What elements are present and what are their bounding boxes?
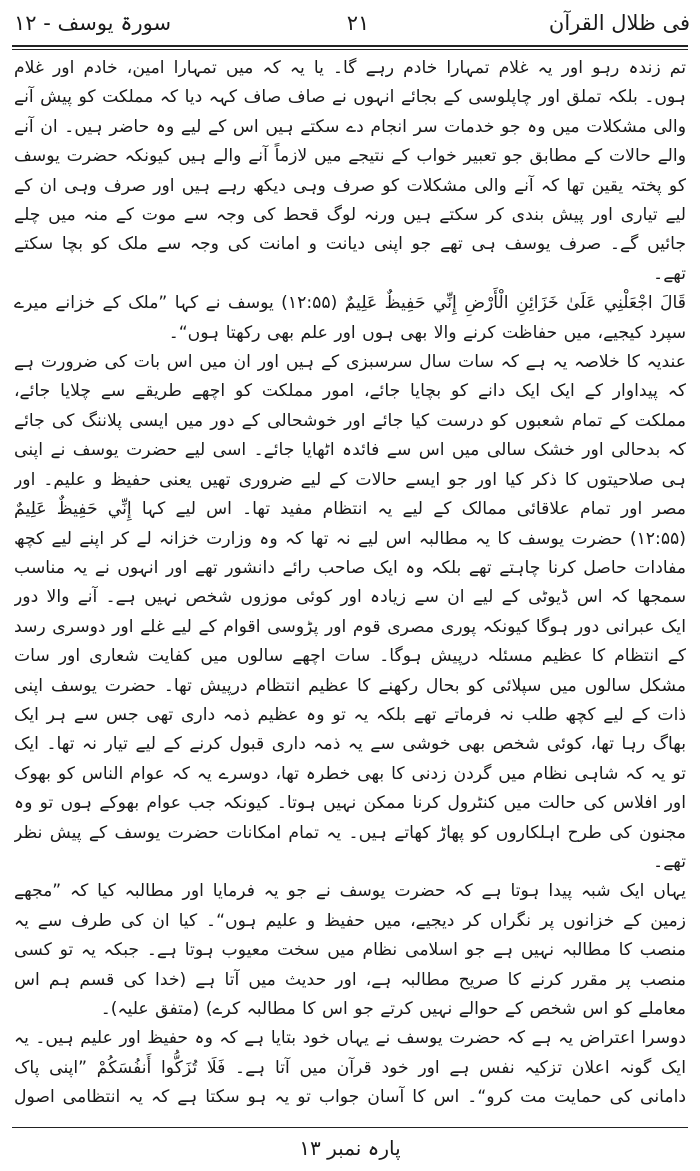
paragraph-1: تم زندہ رہو اور یہ غلام تمہارا خادم رہے گا۔ یا یہ کہ میں تمہارا امین، خادم اور غلام ہوں۔ بلکہ تملق اور چاپلوسی کے بجائے انہوں نے صاف صاف کہہ دیا کہ مملکت کو پیش آنے والی مشکلات میں وہ جو خدمات سر انجام دے سکتے ہیں اس کے لیے وہ حاضر ہیں۔ ان آنے والے حالات کے مطابق جو تعبیر خواب کے نتیجے میں لازماً آنے والے ہیں کیونکہ حضرت یوسف کو پختہ یقین تھا کہ آنے والی مشکلات کو صرف وہی دیکھ رہے ہیں اور صرف وہی ان کے لیے تیاری اور پیش بندی کر سکتے ہیں ورنہ لوگ قحط کی وجہ سے موت کے منہ میں چلے جائیں گے۔ صرف یوسف ہی تھے جو اپنی دیانت و امانت کی وجہ سے ملک کو بچا سکتے تھے۔ <box>14 58 686 284</box>
surah-title: سورۃ یوسف - ۱۲ <box>14 11 172 35</box>
paragraph-5: دوسرا اعتراض یہ ہے کہ حضرت یوسف نے یہاں خود بتایا ہے کہ وہ حفیظ اور علیم ہیں۔ یہ ایک گونہ اعلان تزکیہ نفس ہے اور خود قرآن میں آتا ہے۔ فَلَا تُزَكُّوا أَنفُسَكُمْ ”اپنی پاک دامانی کی حمایت مت کرو“۔ اس کا آسان جواب تو یہ ہو سکتا ہے کہ یہ انتظامی اصول <box>14 1028 686 1108</box>
footer-divider <box>12 1127 688 1128</box>
header-divider <box>12 45 688 50</box>
para-number-footer: پارہ نمبر ۱۳ <box>299 1136 401 1160</box>
paragraph-4: یہاں ایک شبہ پیدا ہوتا ہے کہ حضرت یوسف نے جو یہ فرمایا اور مطالبہ کیا کہ ”مجھے زمین کے خزانوں پر نگراں کر دیجیے، میں حفیظ و علیم ہوں“۔ کیا ان کی طرف سے یہ منصب کا مطالبہ نہیں ہے جو اسلامی نظام میں سخت معیوب ہوتا ہے۔ جبکہ یہ تو کسی منصب پر مقرر کرنے کا صریح مطالبہ ہے، اور حدیث میں آتا ہے (خدا کی قسم ہم اس معاملے کو اس شخص کے حوالے نہیں کرتے جو اس کا مطالبہ کرے) (متفق علیہ)۔ <box>14 881 686 1019</box>
book-title: فی ظلال القرآن <box>548 11 690 35</box>
page-header <box>0 0 700 46</box>
paragraph-3: عندیہ کا خلاصہ یہ ہے کہ سات سال سرسبزی کے ہیں اور ان میں اس بات کی ضرورت ہے کہ پیداوار کے ایک ایک دانے کو بچایا جائے، امور مملکت کو اچھے طریقے سے چلایا جائے، مملکت کے تمام شعبوں کو درست کیا جائے اور خوشحالی کے دور میں ایسی پلاننگ کی جائے کہ بدحالی اور خشک سالی میں اس سے فائدہ اٹھایا جائے۔ اسی لیے حضرت یوسف نے اپنی ہی صلاحیتوں کا ذکر کیا اور جو ایسے حالات کے لیے ضروری تھیں یعنی حفیظ و علیم۔ اور مصر اور تمام علاقائی ممالک کے لیے یہ انتظام مفید تھا۔ اس لیے کہا إِنِّي حَفِيظٌ عَلِيمٌ (۱۲:۵۵) حضرت یوسف کا یہ مطالبہ اس لیے نہ تھا کہ وہ وزارت خزانہ لے کر اپنے لیے کچھ مفادات حاصل کرنا چاہتے تھے بلکہ وہ ایک صاحب رائے دانشور تھے اور انہوں نے یہ مناسب سمجھا کہ اس ڈیوٹی کے لیے ان سے زیادہ اور کوئی موزوں شخص نہیں ہے۔ آنے والا دور ایک عبرانی دور ہوگا کیونکہ پوری مصری قوم اور پڑوسی اقوام کے لیے غلے اور دوسری رسد کے انتظام کا عظیم مسئلہ درپیش ہوگا۔ سات اچھے سالوں میں کفایت شعاری اور سات مشکل سالوں میں سپلائی کو بحال رکھنے کا عظیم انتظام درپیش تھا۔ حضرت یوسف اپنی ذات کے لیے کچھ طلب نہ فرماتے تھے بلکہ یہ تو وہ عظیم ذمہ داری تھی جس سے ہر ایک بھاگ رہا تھا، کوئی شخص بھی خوشی سے یہ ذمہ داری قبول کرنے کے لیے تیار نہ تھا۔ ایک تو یہ کہ شاہی نظام میں گردن زدنی کا بھی خطرہ تھا، دوسرے یہ کہ عوام الناس کو بھوک اور افلاس کی حالت میں کنٹرول کرنا ممکن نہیں ہوتا۔ کیونکہ جب عوام بھوکے ہوں تو وہ مجنون کی طرح اہلکاروں کو پھاڑ کھاتے ہیں۔ یہ تمام امکانات حضرت یوسف کے پیش نظر تھے۔ <box>14 352 686 872</box>
page-number: ۲۱ <box>346 11 370 35</box>
page-body <box>14 54 686 1110</box>
paragraph-2-quran-verse: قَالَ اجْعَلْنِي عَلَىٰ خَزَائِنِ الْأَرْضِ إِنِّي حَفِيظٌ عَلِيمٌ (۱۲:۵۵) یوسف نے کہا ”ملک کے خزانے میرے سپرد کیجیے، میں حفاظت کرنے والا بھی ہوں اور علم بھی رکھتا ہوں“۔ <box>14 293 686 343</box>
